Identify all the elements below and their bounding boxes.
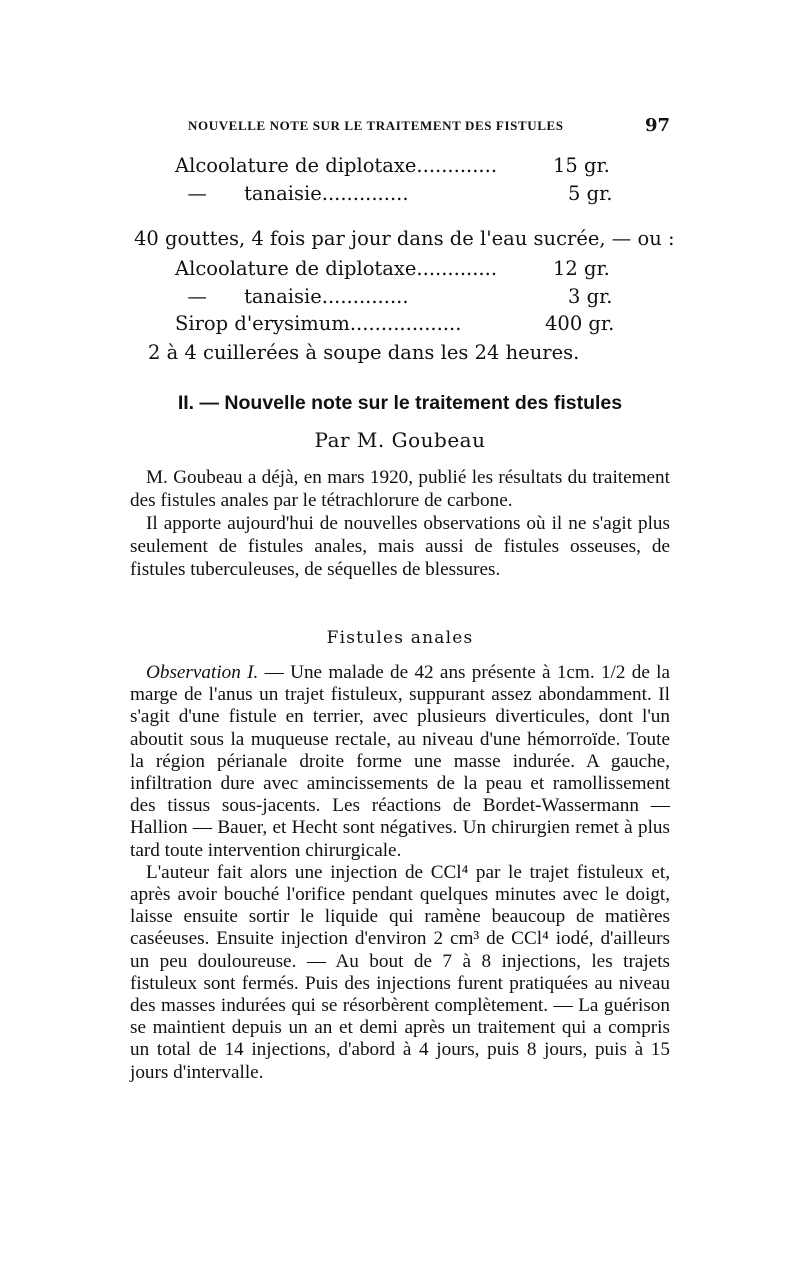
author-line: Par M. Goubeau xyxy=(314,428,486,452)
prescription-item-qty: 12 gr. xyxy=(553,257,610,280)
paragraph: L'auteur fait alors une injection de CCl⁴ par le trajet fistuleux et, après avoir bouché l'orifice pendant quelques minutes avec le doigt, laisse ensuite sortir le liquide qui ramène beaucoup de matières caséeuses. Ensuite injection d'environ 2 cm³ de CCl⁴ iodé, d'ailleurs un peu douloureuse. — Au bout de 7 à 8 injections, les trajets fistuleux sont fermés. Puis des injections furent pratiquées au niveau des masses indurées qui se résorbèrent complètement. — La guérison se maintient depuis un an et demi après un traitement qui a compris un total de 14 injections, d'abord à 4 jours, puis 8 jours, puis à 15 jours d'intervalle. xyxy=(130,861,670,1083)
prescription-item-qty: 15 gr. xyxy=(553,154,610,177)
observation-body: — Une malade de 42 ans présente à 1cm. 1/2 de la marge de l'anus un trajet fistuleux, suppurant assez abondamment. Il s'agit d'une fistule en terrier, avec plusieurs diverticules, dont l'un aboutit sous la muqueuse rectale, au niveau d'une hémorroïde. Toute la région périanale droite forme une masse indurée. A gauche, infiltration dure avec amincissements de la peau et ramollissement des tissus sous-jacents. Les réactions de Bordet-Wassermann — Hallion — Bauer, et Hecht sont négatives. Un chirurgien remet à plus tard toute intervention chirurgicale. xyxy=(130,662,670,861)
prescription-item-qty: 3 gr. xyxy=(568,285,613,308)
paragraph: Il apporte aujourd'hui de nouvelles observations où il ne s'agit plus seulement de fistules anales, mais aussi de fistules osseuses, de fistules tuberculeuses, de séquelles de blessures. xyxy=(130,513,670,580)
prescription-1-item xyxy=(175,181,635,207)
prescription-item-name: Sirop d'erysimum.................. xyxy=(175,312,462,335)
prescription-2-item xyxy=(175,311,635,337)
sub-heading: Fistules anales xyxy=(326,628,474,648)
prescription-item-name: Alcoolature de diplotaxe............. xyxy=(175,257,498,280)
prescription-2-instructions: 2 à 4 cuillerées à soupe dans les 24 heures. xyxy=(148,341,580,364)
page-header xyxy=(188,115,670,138)
prescription-item-name: Alcoolature de diplotaxe............. xyxy=(175,154,498,177)
prescription-item-name: — tanaisie.............. xyxy=(175,285,409,308)
paragraph: M. Goubeau a déjà, en mars 1920, publié les résultats du traitement des fistules anales par le tétrachlorure de carbone. xyxy=(130,467,670,511)
observation-label: Observation I. xyxy=(146,662,259,683)
observation-text xyxy=(130,662,670,1084)
prescription-2-item xyxy=(175,284,635,310)
page-number: 97 xyxy=(644,115,670,136)
prescription-1-instructions: 40 gouttes, 4 fois par jour dans de l'eau sucrée, — ou : xyxy=(134,227,675,250)
section-heading: II. — Nouvelle note sur le traitement des fistules xyxy=(177,392,623,414)
prescription-1-item xyxy=(175,153,635,179)
intro-text xyxy=(130,466,670,581)
prescription-2-item xyxy=(175,256,635,282)
prescription-item-name: — tanaisie.............. xyxy=(175,182,409,205)
prescription-item-qty: 400 gr. xyxy=(545,312,615,335)
running-title: NOUVELLE NOTE SUR LE TRAITEMENT DES FISTULES xyxy=(188,118,564,133)
paragraph xyxy=(130,662,670,862)
prescription-item-qty: 5 gr. xyxy=(568,182,613,205)
